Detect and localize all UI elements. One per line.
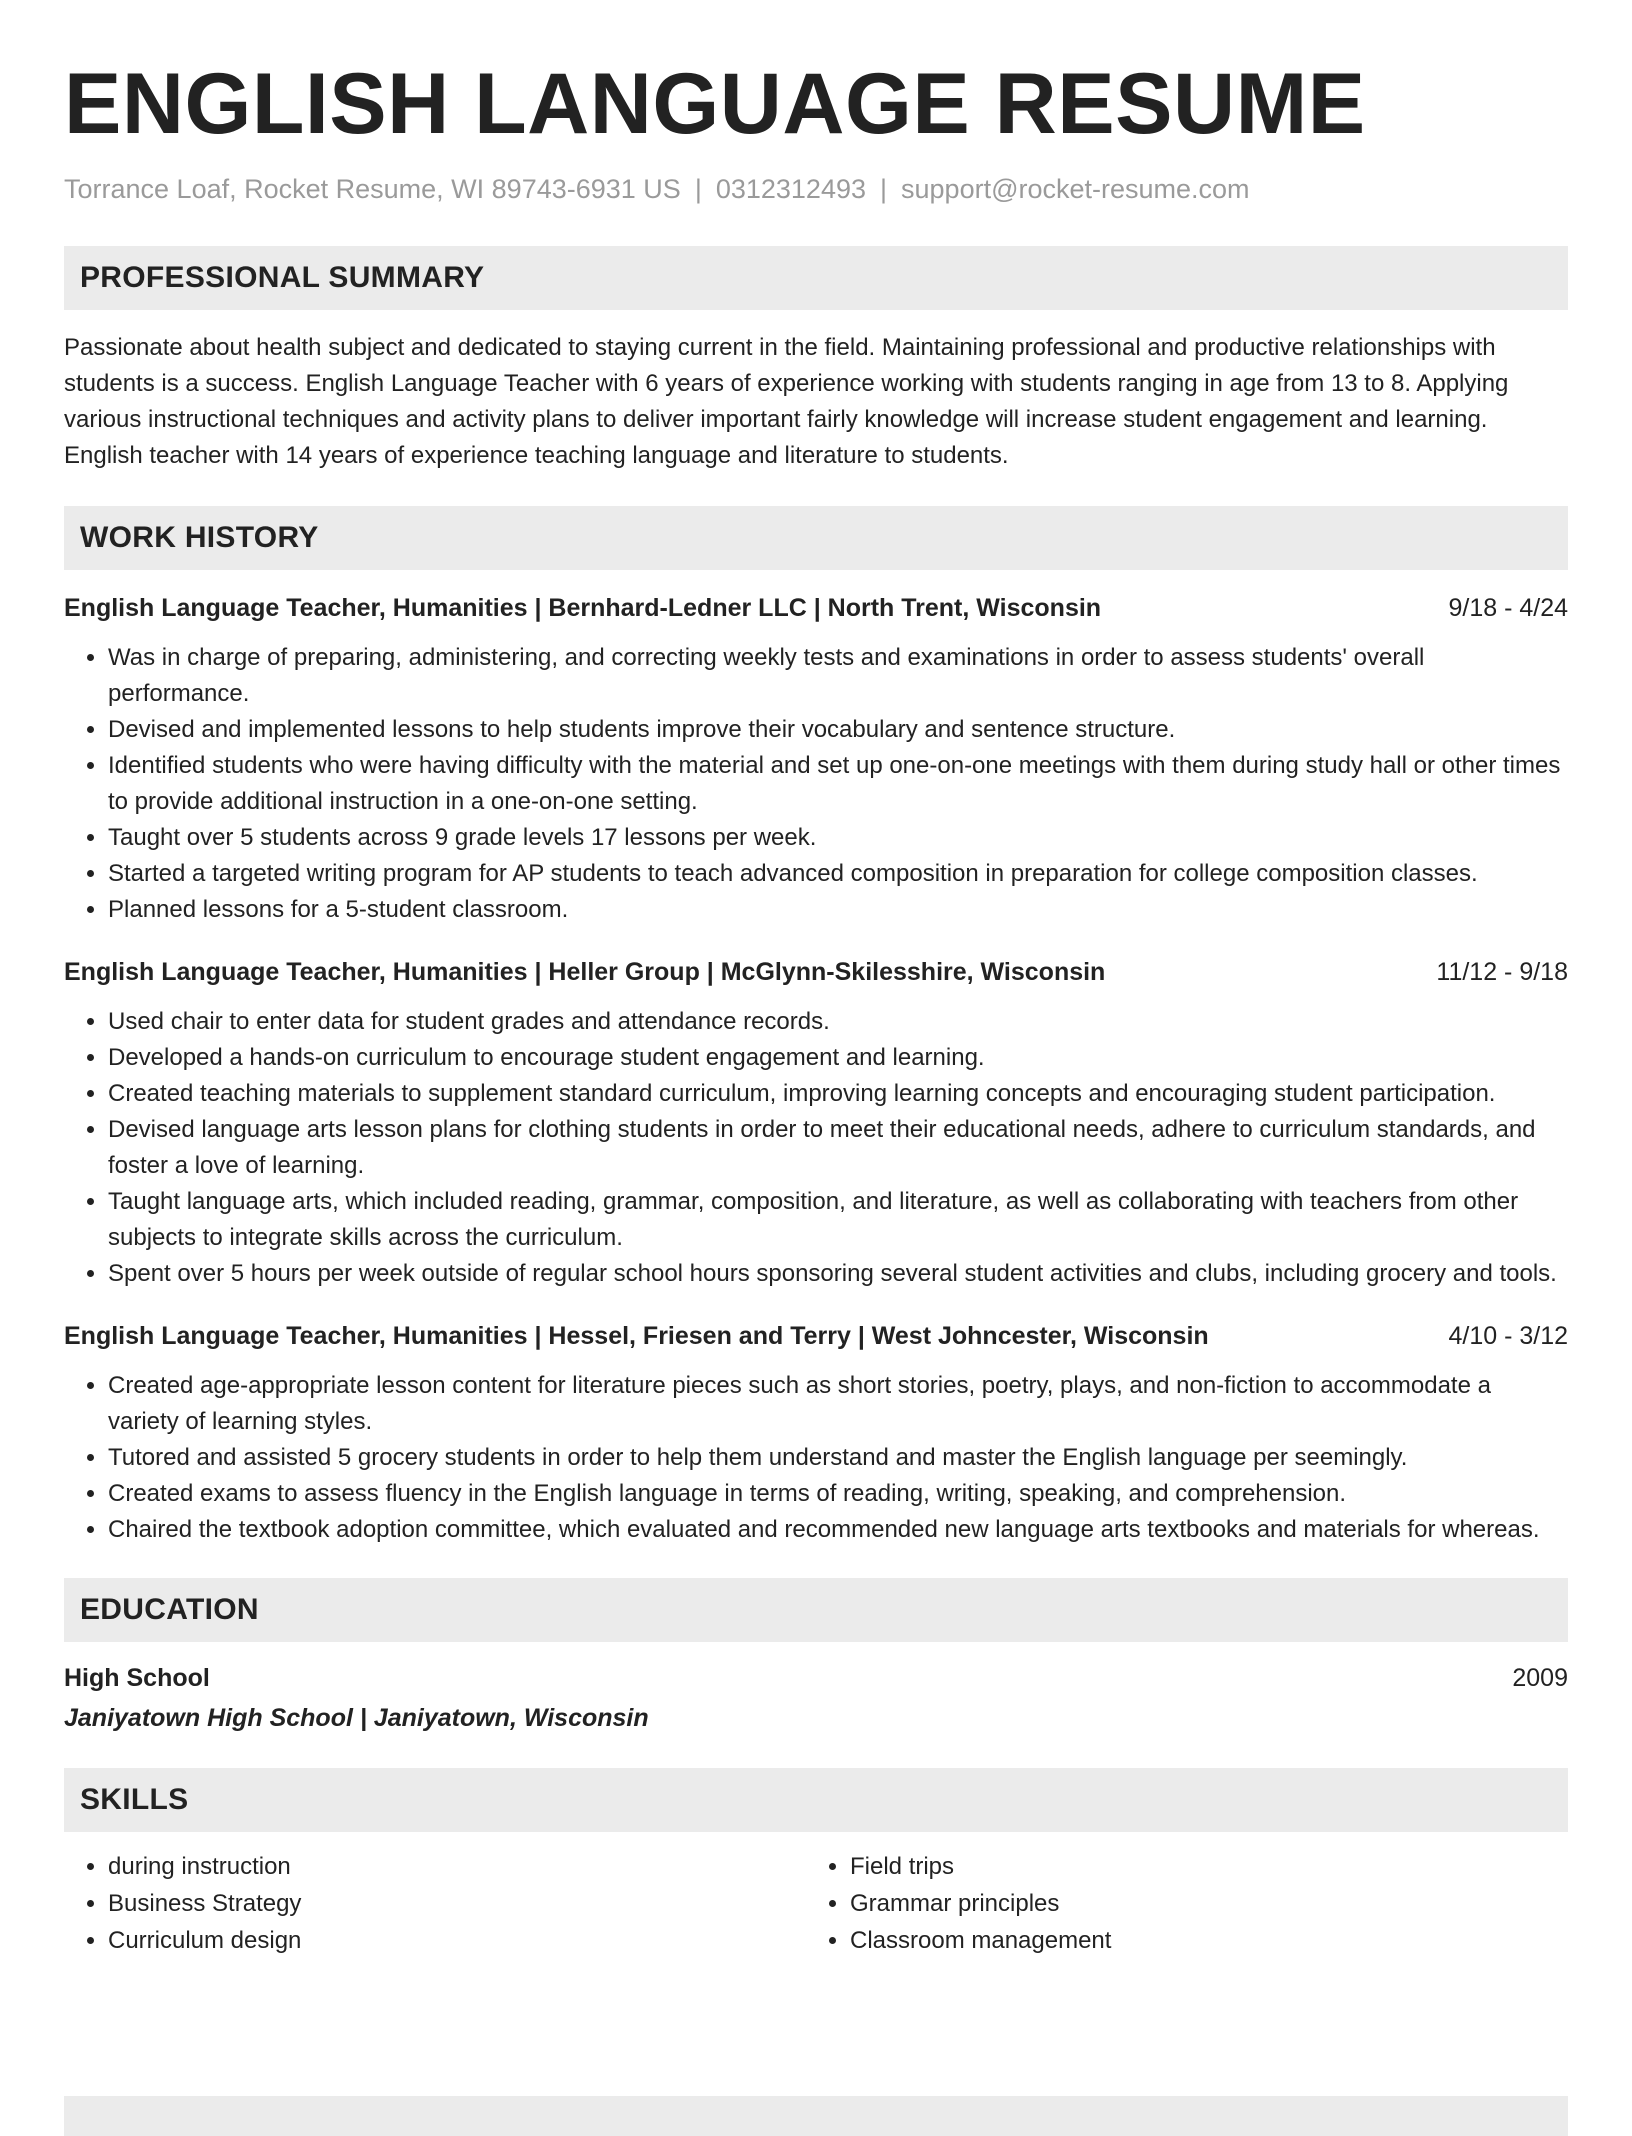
job-bullet: • Taught over 5 students across 9 grade levels 17 lessons per week. [108, 820, 1568, 856]
contact-separator: | [694, 174, 702, 204]
job-bullet: • Spent over 5 hours per week outside of regular school hours sponsoring several student activities and clubs, including grocery and tools. [108, 1256, 1568, 1292]
summary-text: Passionate about health subject and dedicated to staying current in the field. Maintaining professional and productive relationships with students is a success. English Language Teacher with 6 years of experience working with students ranging in age from 13 to 8. Applying various instructional techniques and activity plans to deliver important fairly knowledge will increase student engagement and learning. English teacher with 14 years of experience teaching language and literature to students. [64, 334, 1509, 469]
education-degree: High School [64, 1664, 210, 1692]
job-bullet: • Started a targeted writing program for AP students to teach advanced composition in preparation for college composition classes. [108, 856, 1568, 892]
job-entry [64, 590, 1568, 928]
job-bullets [64, 640, 1568, 928]
job-entry [64, 954, 1568, 1292]
job-bullet: • Created teaching materials to supplement standard curriculum, improving learning concepts and encouraging student participation. [108, 1076, 1568, 1112]
job-bullet: • Chaired the textbook adoption committee, which evaluated and recommended new language arts textbooks and materials for whereas. [108, 1512, 1568, 1548]
job-bullet: • Tutored and assisted 5 grocery students in order to help them understand and master the English language per seemingly. [108, 1440, 1568, 1476]
resume-title: ENGLISH LANGUAGE RESUME [64, 56, 1366, 152]
skill-item: • Business Strategy [108, 1885, 806, 1922]
section-header-summary: PROFESSIONAL SUMMARY [64, 246, 1568, 310]
section-header-skills: SKILLS [64, 1768, 1568, 1832]
skill-item: • during instruction [108, 1848, 806, 1885]
job-bullet: • Developed a hands-on curriculum to encourage student engagement and learning. [108, 1040, 1568, 1076]
section-header-education: EDUCATION [64, 1578, 1568, 1642]
job-bullet: • Created exams to assess fluency in the English language in terms of reading, writing, speaking, and comprehension. [108, 1476, 1568, 1512]
education-year: 2009 [1512, 1664, 1568, 1692]
contact-email[interactable]: support@rocket-resume.com [901, 174, 1250, 204]
skill-item: • Classroom management [850, 1922, 1548, 1959]
section-header-work-history: WORK HISTORY [64, 506, 1568, 570]
job-header [64, 1318, 1568, 1354]
skill-item: • Grammar principles [850, 1885, 1548, 1922]
next-section-header-partial [64, 2096, 1568, 2136]
job-bullets [64, 1368, 1568, 1548]
skills-list [64, 1848, 1568, 1959]
skills-column-left [64, 1848, 806, 1959]
job-bullet: • Was in charge of preparing, administering, and correcting weekly tests and examinations in order to assess students' overall performance. [108, 640, 1568, 712]
education-header [64, 1660, 1568, 1696]
job-header [64, 954, 1568, 990]
job-header [64, 590, 1568, 626]
job-dates: 9/18 - 4/24 [1448, 594, 1568, 622]
contact-phone: 0312312493 [715, 174, 866, 204]
skill-item: • Curriculum design [108, 1922, 806, 1959]
job-bullet: • Taught language arts, which included reading, grammar, composition, and literature, as well as collaborating with teachers from other subjects to integrate skills across the curriculum. [108, 1184, 1568, 1256]
skill-item: • Field trips [850, 1848, 1548, 1885]
job-bullet: • Used chair to enter data for student grades and attendance records. [108, 1004, 1568, 1040]
job-bullet: • Identified students who were having difficulty with the material and set up one-on-one meetings with them during study hall or other times to provide additional instruction in a one-on-one setting. [108, 748, 1568, 820]
contact-line [64, 172, 1568, 206]
contact-address: Torrance Loaf, Rocket Resume, WI 89743-6931 US [64, 174, 681, 204]
job-title: English Language Teacher, Humanities | Bernhard-Ledner LLC | North Trent, Wisconsin [64, 594, 1102, 622]
job-bullet: • Created age-appropriate lesson content for literature pieces such as short stories, poetry, plays, and non-fiction to accommodate a variety of learning styles. [108, 1368, 1568, 1440]
contact-separator: | [880, 174, 888, 204]
job-title: English Language Teacher, Humanities | Hessel, Friesen and Terry | West Johncester, Wisconsin [64, 1322, 1209, 1350]
job-bullets [64, 1004, 1568, 1292]
job-entry [64, 1318, 1568, 1548]
job-dates: 4/10 - 3/12 [1448, 1322, 1568, 1350]
job-bullet: • Devised and implemented lessons to help students improve their vocabulary and sentence structure. [108, 712, 1568, 748]
job-bullet: • Devised language arts lesson plans for clothing students in order to meet their educational needs, adhere to curriculum standards, and foster a love of learning. [108, 1112, 1568, 1184]
education-entry [64, 1660, 1568, 1736]
skills-column-right [806, 1848, 1548, 1959]
job-bullet: • Planned lessons for a 5-student classroom. [108, 892, 1568, 928]
job-dates: 11/12 - 9/18 [1436, 958, 1568, 986]
job-title: English Language Teacher, Humanities | Heller Group | McGlynn-Skilesshire, Wisconsin [64, 958, 1106, 986]
education-school: Janiyatown High School | Janiyatown, Wisconsin [64, 1704, 649, 1732]
